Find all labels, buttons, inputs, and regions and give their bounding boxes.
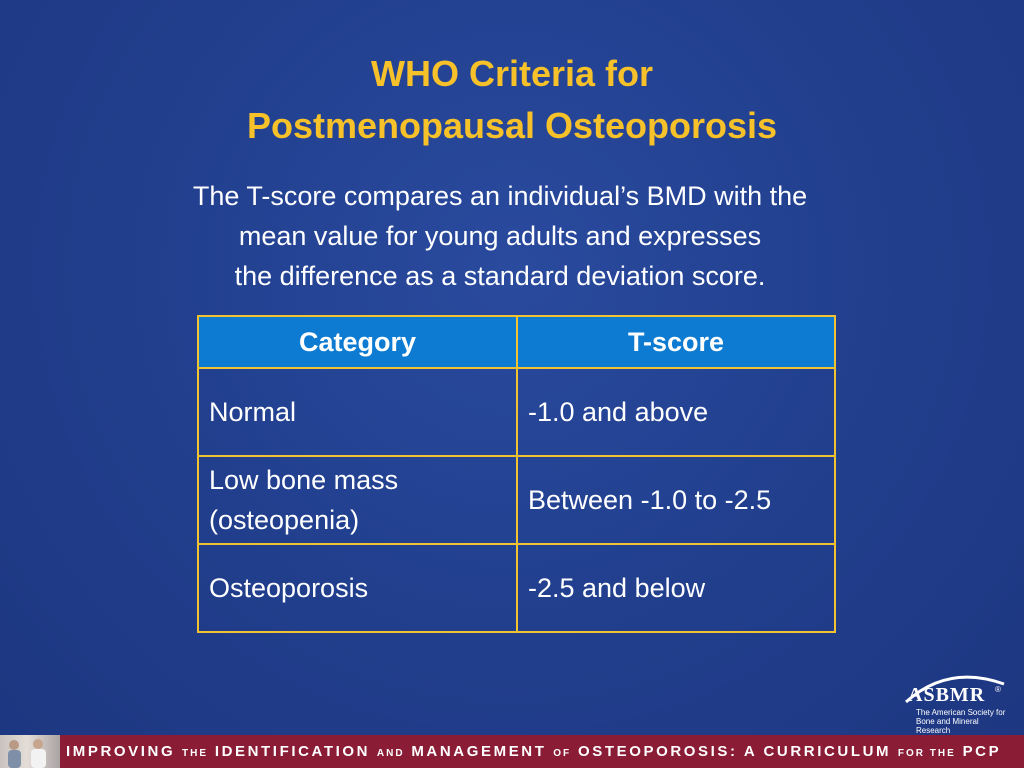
title-line-1: WHO Criteria for xyxy=(370,53,654,94)
category-normal: Normal xyxy=(209,397,297,427)
doctor-patient-photo-icon xyxy=(0,735,60,768)
description-line-1: The T-score compares an individual’s BMD with the xyxy=(192,181,808,211)
table-row xyxy=(198,544,835,632)
description-line-3: the difference as a standard deviation score. xyxy=(234,261,766,291)
slide-description xyxy=(0,176,1000,296)
footer-word: IDENTIFICATION xyxy=(214,743,371,760)
header-tscore: T-score xyxy=(517,316,835,368)
footer-word: PCP xyxy=(962,743,1002,760)
description-line-2: mean value for young adults and expresses xyxy=(238,221,762,251)
footer-word: OSTEOPOROSIS: A CURRICULUM xyxy=(577,743,892,760)
header-category: Category xyxy=(198,316,517,368)
category-cell xyxy=(198,368,517,456)
footer-word: AND xyxy=(376,748,405,759)
logo-wordmark: ASBMR xyxy=(908,684,986,706)
category-osteopenia: (osteopenia) xyxy=(209,505,360,535)
footer-bar xyxy=(0,735,1024,768)
footer-curriculum-title xyxy=(66,735,1016,768)
footer-word: IMPROVING xyxy=(66,743,176,760)
table-row xyxy=(198,368,835,456)
logo-registered-mark: ® xyxy=(995,685,1001,694)
slide-title xyxy=(0,48,1024,152)
footer-word: FOR THE xyxy=(897,748,956,759)
logo-subtitle xyxy=(916,708,1010,735)
footer-word: OF xyxy=(553,748,572,759)
footer-word: MANAGEMENT xyxy=(411,743,547,760)
tscore-cell: -1.0 and above xyxy=(517,368,835,456)
logo-subtitle-line-1: The American Society for xyxy=(916,708,1006,717)
category-low-bone-mass: Low bone mass xyxy=(209,465,399,495)
table-row xyxy=(198,456,835,544)
table-header-row xyxy=(198,316,835,368)
tscore-cell: Between -1.0 to -2.5 xyxy=(517,456,835,544)
category-cell xyxy=(198,544,517,632)
footer-photo xyxy=(0,735,60,768)
category-cell xyxy=(198,456,517,544)
who-criteria-table xyxy=(197,315,836,633)
category-osteoporosis: Osteoporosis xyxy=(209,573,369,603)
asbmr-logo xyxy=(900,668,1010,735)
footer-word: THE xyxy=(182,748,209,759)
title-line-2: Postmenopausal Osteoporosis xyxy=(246,105,778,146)
logo-subtitle-line-2: Bone and Mineral Research xyxy=(916,717,979,735)
tscore-cell: -2.5 and below xyxy=(517,544,835,632)
